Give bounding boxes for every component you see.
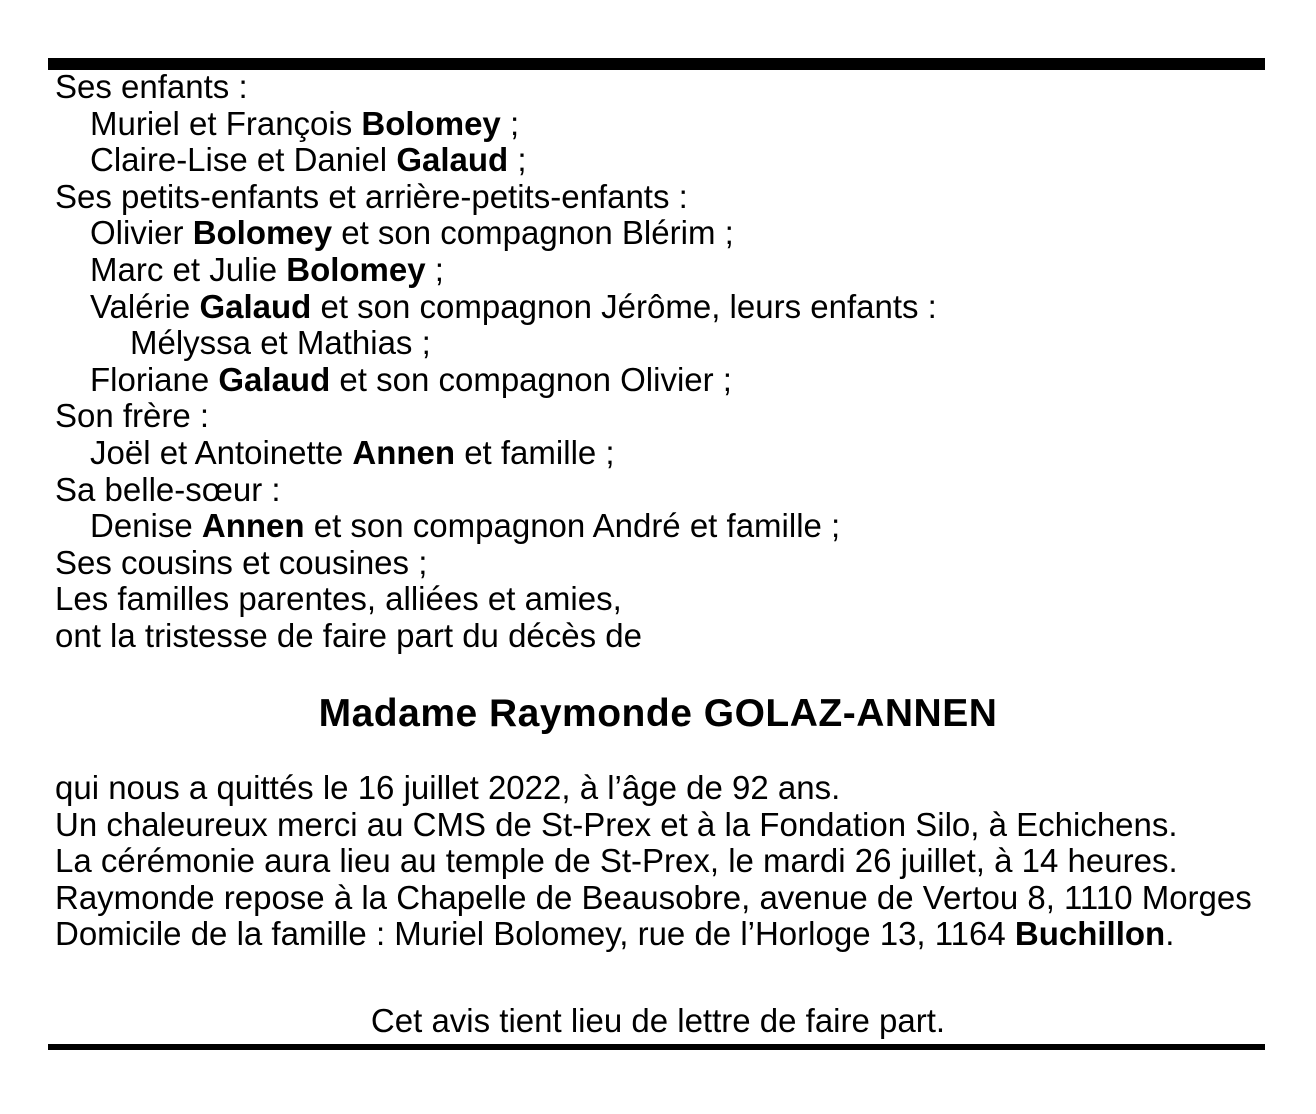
text-line <box>130 325 1276 362</box>
bold-name-segment: Galaud <box>199 287 312 325</box>
text-line <box>55 179 1276 216</box>
text-line <box>55 472 1276 509</box>
text-segment: Domicile de la famille : Muriel Bolomey, rue de l’Horloge 13, 1164 <box>55 915 1015 953</box>
text-segment: Joël et Antoinette <box>90 433 353 471</box>
text-segment: Olivier <box>90 214 193 252</box>
text-line <box>55 916 1286 953</box>
bold-name-segment: Bolomey <box>286 250 426 288</box>
text-segment: et famille ; <box>455 433 615 471</box>
bold-name-segment: Bolomey <box>192 214 333 252</box>
text-segment: ; <box>508 141 527 179</box>
text-segment: et son compagnon André et famille ; <box>304 507 841 545</box>
text-segment: et son compagnon Blérim ; <box>332 214 734 252</box>
text-segment: Marc et Julie <box>90 250 287 288</box>
text-segment: . <box>1165 915 1175 953</box>
text-segment: qui nous a quittés le 16 juillet 2022, à l’âge de 92 ans. <box>55 769 841 806</box>
text-segment: Les familles parentes, alliées et amies, <box>55 580 622 618</box>
text-line <box>55 398 1276 435</box>
text-line <box>90 435 1276 472</box>
text-segment: Ses cousins et cousines ; <box>55 543 428 581</box>
text-segment: Mélyssa et Mathias ; <box>130 324 431 362</box>
text-segment: Ses enfants : <box>55 68 248 105</box>
text-line <box>90 508 1276 545</box>
deceased-name-heading: Madame Raymonde GOLAZ-ANNEN <box>318 692 998 735</box>
bold-name-segment: Galaud <box>396 141 509 179</box>
closing-line: Cet avis tient lieu de lettre de faire part. <box>370 1002 946 1039</box>
text-segment: Muriel et François <box>90 104 362 142</box>
bold-name-segment: Galaud <box>218 360 331 398</box>
bold-name-segment: Annen <box>352 433 456 471</box>
text-segment: Sa belle-sœur : <box>55 470 281 508</box>
text-line <box>90 106 1276 143</box>
text-segment: ; <box>425 250 444 288</box>
text-line <box>55 618 1276 655</box>
text-segment: et son compagnon Jérôme, leurs enfants : <box>311 287 937 325</box>
text-line <box>55 770 1286 807</box>
text-line <box>90 252 1276 289</box>
text-line <box>55 880 1286 917</box>
bottom-border-rule <box>48 1044 1265 1050</box>
text-line <box>90 289 1276 326</box>
text-segment: Valérie <box>90 287 200 325</box>
text-line <box>90 142 1276 179</box>
text-line <box>55 581 1276 618</box>
bold-name-segment: Bolomey <box>361 104 501 142</box>
text-segment: Raymonde repose à la Chapelle de Beausobre, avenue de Vertou 8, 1110 Morges <box>55 878 1252 916</box>
text-segment: Ses petits-enfants et arrière-petits-enfants : <box>55 177 688 215</box>
text-segment: ; <box>500 104 520 142</box>
text-line <box>55 807 1286 844</box>
text-segment: Denise <box>90 507 202 545</box>
bold-name-segment: Annen <box>201 507 305 545</box>
text-segment: Claire-Lise et Daniel <box>90 141 397 179</box>
text-line <box>55 545 1276 582</box>
notice-paragraph <box>55 770 1286 953</box>
text-segment: Un chaleureux merci au CMS de St-Prex et à la Fondation Silo, à Echichens. <box>55 805 1178 843</box>
text-segment: Floriane <box>90 360 219 398</box>
text-segment: ont la tristesse de faire part du décès de <box>55 616 643 654</box>
text-segment: et son compagnon Olivier ; <box>330 360 732 398</box>
text-line <box>90 362 1276 399</box>
text-segment: Son frère : <box>55 397 210 435</box>
text-line <box>55 843 1286 880</box>
text-line <box>55 69 1276 106</box>
text-line <box>90 215 1276 252</box>
family-list <box>55 69 1276 655</box>
text-segment: La cérémonie aura lieu au temple de St-Prex, le mardi 26 juillet, à 14 heures. <box>55 842 1178 880</box>
bold-name-segment: Buchillon <box>1014 915 1166 953</box>
